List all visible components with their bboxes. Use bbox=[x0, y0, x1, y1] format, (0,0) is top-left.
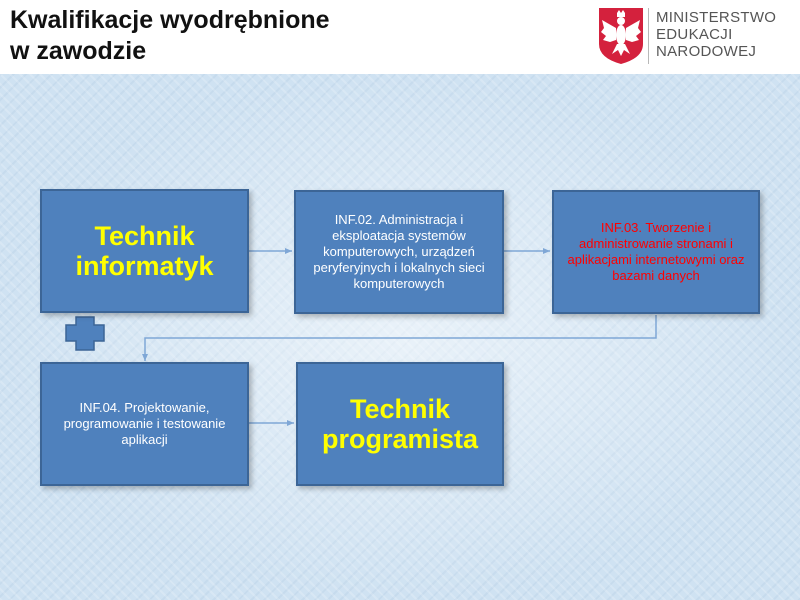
logo-text-line-1: MINISTERSTWO bbox=[656, 9, 777, 26]
box-inf03-label: INF.03. Tworzenie i administrowanie stronami i aplikacjami internetowymi oraz bazami danych bbox=[567, 220, 745, 283]
box-inf02 bbox=[294, 190, 504, 314]
box-inf04 bbox=[40, 362, 249, 486]
box-inf03 bbox=[552, 190, 760, 314]
logo-text-line-3: NARODOWEJ bbox=[656, 43, 757, 60]
box-inf02-label: INF.02. Administracja i eksploatacja systemów komputerowych, urządzeń peryferyjnych i lokalnych sieci komputerowych bbox=[313, 212, 485, 291]
box-inf04-label: INF.04. Projektowanie, programowanie i testowanie aplikacji bbox=[63, 400, 226, 447]
page-title-line-1: Kwalifikacje wyodrębnione bbox=[10, 6, 330, 34]
page-title-line-2: w zawodzie bbox=[10, 37, 147, 65]
box-technik-informatyk bbox=[40, 189, 249, 313]
plus-icon bbox=[66, 317, 104, 350]
arrow-inf03-to-inf04 bbox=[145, 315, 656, 361]
box-technik-programista-label: Technik programista bbox=[321, 394, 479, 454]
box-technik-programista bbox=[296, 362, 504, 486]
box-technik-informatyk-label: Technik informatyk bbox=[75, 221, 214, 281]
logo-text-line-2: EDUKACJI bbox=[656, 26, 733, 43]
